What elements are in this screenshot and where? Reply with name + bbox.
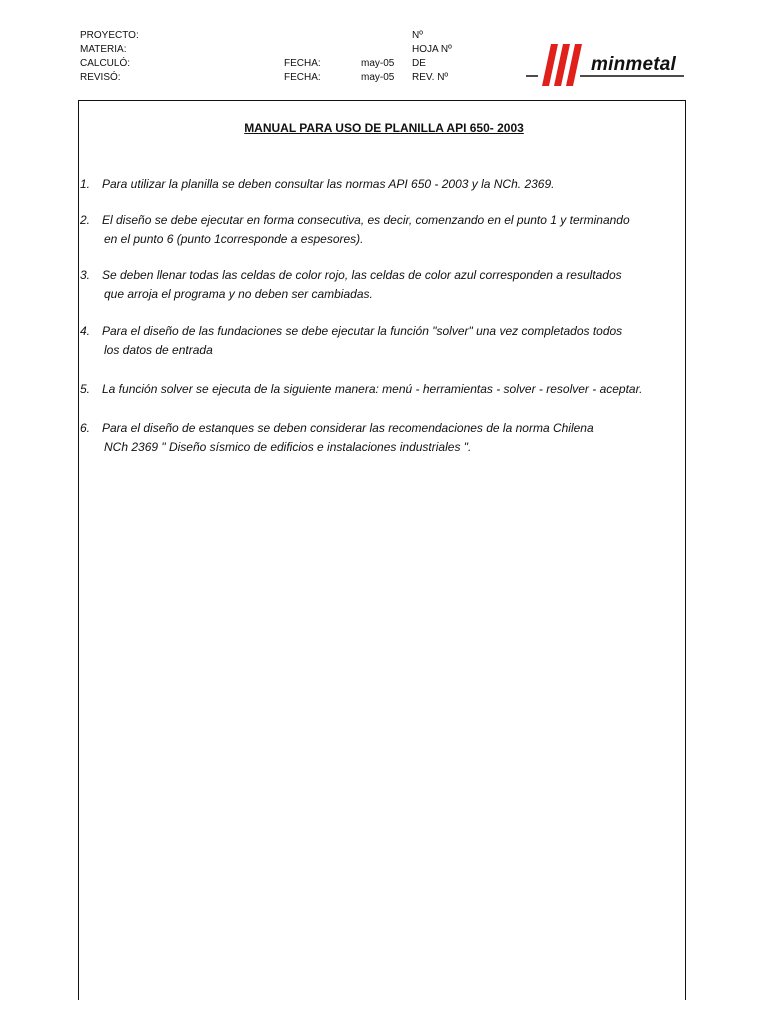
page-title: MANUAL PARA USO DE PLANILLA API 650- 2003 (244, 121, 524, 135)
fecha-reviso-label: FECHA: (284, 72, 321, 83)
item-number: 4. (80, 324, 91, 338)
fecha-calculo-label: FECHA: (284, 58, 321, 69)
item-line: que arroja el programa y no deben ser cambiadas. (104, 287, 373, 301)
item-line: Para utilizar la planilla se deben consultar las normas API 650 - 2003 y la NCh. 2369. (102, 177, 555, 191)
item-number: 6. (80, 421, 91, 435)
item-line: en el punto 6 (punto 1corresponde a espesores). (104, 232, 364, 246)
calculo-label: CALCULÓ: (80, 58, 131, 69)
logo-text: minmetal (591, 54, 677, 75)
item-number: 5. (80, 382, 91, 396)
de-label: DE (412, 58, 426, 69)
item-number: 1. (80, 177, 91, 191)
item-line: El diseño se debe ejecutar en forma consecutiva, es decir, comenzando en el punto 1 y terminando (102, 213, 630, 227)
item-number: 3. (80, 268, 91, 282)
item-number: 2. (80, 213, 91, 227)
hoja-label: HOJA Nº (412, 44, 452, 55)
list-item-6 (80, 419, 594, 457)
item-line: los datos de entrada (104, 343, 213, 357)
rev-label: REV. Nº (412, 72, 449, 83)
item-line: Para el diseño de estanques se deben considerar las recomendaciones de la norma Chilena (102, 421, 594, 435)
proyecto-label: PROYECTO: (80, 30, 139, 41)
list-item-4 (80, 322, 622, 360)
list-item-1 (80, 175, 554, 194)
fecha-reviso-value: may-05 (361, 72, 395, 83)
materia-label: MATERIA: (80, 44, 127, 55)
fecha-calculo-value: may-05 (361, 58, 395, 69)
list-item-2 (80, 211, 630, 249)
numero-label: Nº (412, 30, 423, 41)
list-item-3 (80, 266, 622, 304)
list-item-5 (80, 380, 642, 399)
item-line: La función solver se ejecuta de la siguiente manera: menú - herramientas - solver - resolver - aceptar. (102, 382, 643, 396)
item-line: NCh 2369 " Diseño sísmico de edificios e instalaciones industriales ". (104, 440, 472, 454)
reviso-label: REVISÓ: (80, 72, 121, 83)
item-line: Se deben llenar todas las celdas de color rojo, las celdas de color azul corresponden a resultados (102, 268, 622, 282)
item-line: Para el diseño de las fundaciones se debe ejecutar la función "solver" una vez completados todos (102, 324, 623, 338)
